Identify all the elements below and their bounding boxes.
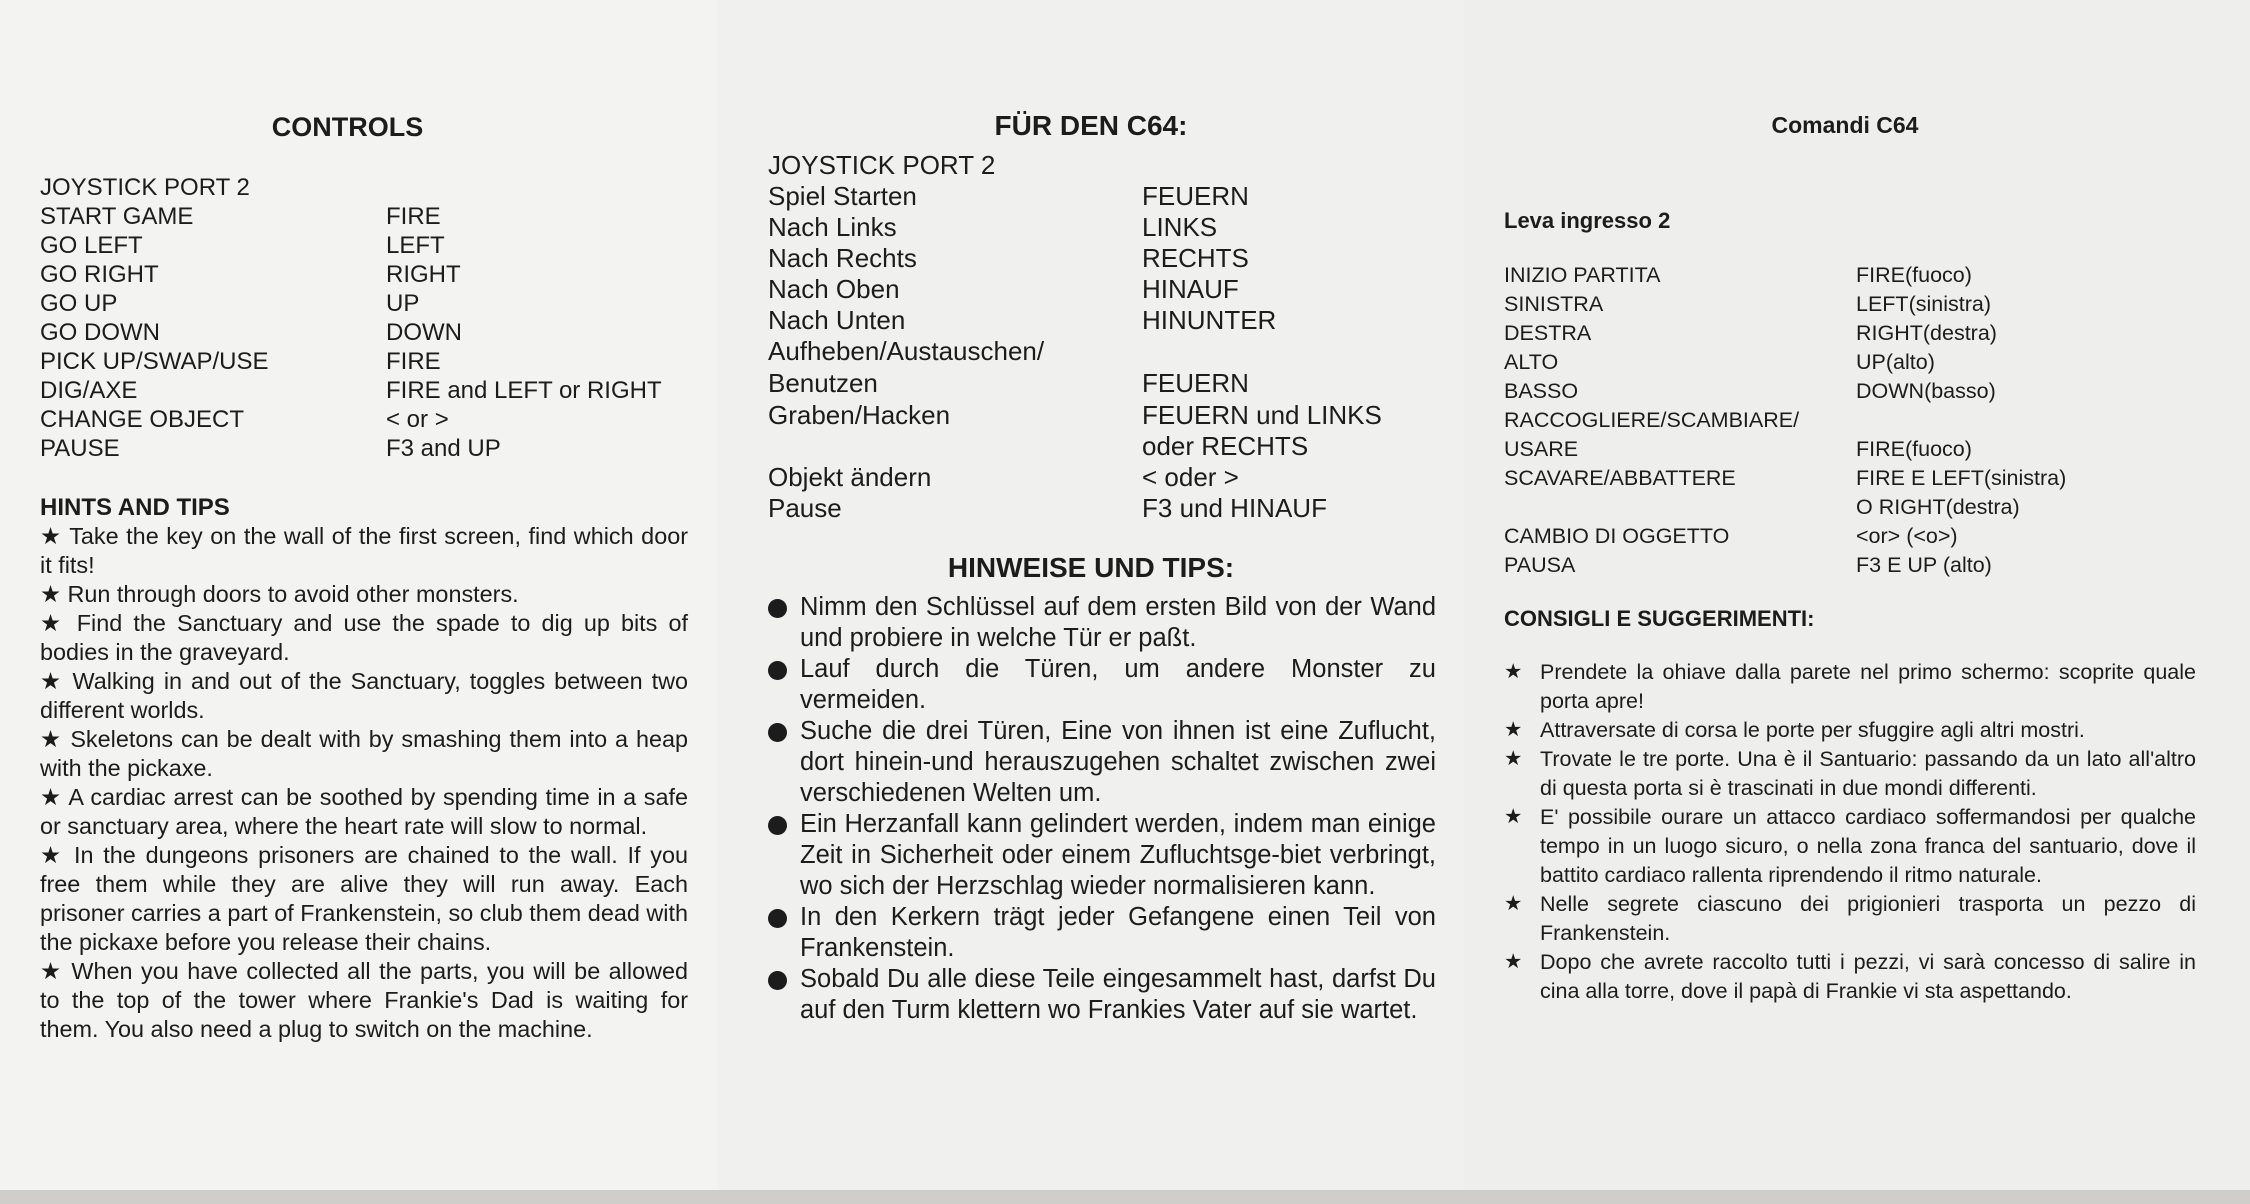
english-panel [0,0,718,1196]
star-icon: ★ [1504,951,1523,973]
italian-tips-list [1504,658,2196,1006]
tip-text: E' possibile ourare un attacco cardiaco soffermandosi per qualche tempo in un luogo sicuro, o nella zona franca del santuario, dove il battito cardiaco rallenta riprendendo il ritmo naturale. [1540,805,2196,887]
star-icon: ★ [1504,748,1523,770]
control-key: O RIGHT(destra) [1856,495,2020,519]
control-key: FIRE(fuoco) [1856,437,1972,461]
tip-item: In den Kerkern trägt jeder Gefangene einen Teil von Frankenstein. [768,902,1436,964]
control-action: JOYSTICK PORT 2 [768,150,996,180]
german-tips-list [768,592,1436,1026]
control-key: FIRE [386,203,441,230]
control-key: F3 und HINAUF [1142,493,1327,523]
control-key: LINKS [1142,212,1218,242]
controls-title: CONTROLS [271,112,424,142]
control-key: oder RECHTS [1142,431,1309,461]
hint-item: ★ Find the Sanctuary and use the spade to dig up bits of bodies in the graveyard. [40,610,688,665]
control-key: DOWN(basso) [1856,379,1996,403]
control-action: USARE [1504,437,1579,461]
control-action: PICK UP/SWAP/USE [40,348,269,375]
control-key: F3 and UP [386,435,501,462]
italian-tips-title: CONSIGLI E SUGGERIMENTI: [1504,606,1815,631]
tip-item [1504,745,2196,803]
tip-item [1504,658,2196,716]
tip-item: Nimm den Schlüssel auf dem ersten Bild von der Wand und probiere in welche Tür er paßt. [768,592,1436,654]
control-action: Nach Links [768,212,897,242]
star-icon: ★ [1504,661,1523,683]
control-key: LEFT [386,232,445,259]
control-key: HINUNTER [1142,305,1277,335]
control-key: FIRE [386,348,441,375]
star-icon: ★ [1504,719,1523,741]
german-controls-title: FÜR DEN C64: [994,110,1188,141]
tip-item: Suche die drei Türen, Eine von ihnen ist eine Zuflucht, dort hinein-und herauszugehen schaltet zwischen zwei verschiedenen Welten um. [768,716,1436,809]
control-action: Benutzen [768,368,878,398]
tip-text: Prendete la ohiave dalla parete nel primo schermo: scoprite quale porta apre! [1540,660,2196,713]
control-key: HINAUF [1142,274,1239,304]
german-panel [718,0,1464,1196]
control-action: Nach Oben [768,274,900,304]
tip-text: Dopo che avrete raccolto tutti i pezzi, vi sarà concesso di salire in cina alla torre, dove il papà di Frankie vi sta aspettando. [1540,950,2196,1003]
control-key: FEUERN [1142,181,1249,211]
control-key: < oder > [1142,462,1239,492]
control-action: Objekt ändern [768,462,932,492]
tip-text: Trovate le tre porte. Una è il Santuario: passando da un lato all'altro di questa porta si è trascinati in due mondi differenti. [1540,747,2196,800]
control-key: DOWN [386,319,462,346]
control-action: PAUSA [1504,553,1576,577]
control-key: RIGHT [386,261,461,288]
control-key: UP [386,290,420,317]
control-action: SINISTRA [1504,292,1604,316]
control-action: INIZIO PARTITA [1504,263,1661,287]
hint-item: ★ Walking in and out of the Sanctuary, toggles between two different worlds. [40,668,688,723]
control-action: START GAME [40,203,194,230]
control-action: Graben/Hacken [768,400,951,430]
control-action: Spiel Starten [768,181,917,211]
hint-item: ★ Take the key on the wall of the first screen, find which door it fits! [40,523,688,578]
hint-item: ★ A cardiac arrest can be soothed by spending time in a safe or sanctuary area, where the heart rate will slow to normal. [40,784,688,839]
control-key: FEUERN [1142,368,1249,398]
hints-list [40,522,688,1044]
italian-subtitle: Leva ingresso 2 [1504,208,1671,233]
tip-text: Nelle segrete ciascuno dei prigionieri trasporta un pezzo di Frankenstein. [1540,892,2196,945]
control-action: CHANGE OBJECT [40,406,245,433]
hint-item: ★ When you have collected all the parts, you will be allowed to the top of the tower where Frankie's Dad is waiting for them. You also need a plug to switch on the machine. [40,958,688,1042]
tip-item [1504,948,2196,1006]
control-key: UP(alto) [1856,350,1935,374]
tip-item [1504,716,2196,745]
tip-item: Sobald Du alle diese Teile eingesammelt hast, darfst Du auf den Turm klettern wo Frankies Vater auf sie wartet. [768,964,1436,1026]
control-key: LEFT(sinistra) [1856,292,1991,316]
hint-item: ★ In the dungeons prisoners are chained to the wall. If you free them while they are alive they will run away. Each prisoner carries a part of Frankenstein, so club them dead with the pickaxe before you release their chains. [40,842,688,955]
german-tips-title: HINWEISE UND TIPS: [947,552,1235,583]
control-action: ALTO [1504,350,1559,374]
control-key: FIRE(fuoco) [1856,263,1972,287]
control-action: DESTRA [1504,321,1592,345]
control-action: Nach Rechts [768,243,917,273]
control-key: RECHTS [1142,243,1249,273]
italian-controls-title: Comandi C64 [1771,112,1919,138]
tip-item: Ein Herzanfall kann gelindert werden, indem man einige Zeit in Sicherheit oder einem Zufluchtsge-biet verbringt, wo sich der Herzschlag wieder normalisieren kann. [768,809,1436,902]
control-key: RIGHT(destra) [1856,321,1997,345]
star-icon: ★ [1504,893,1523,915]
tip-item: Lauf durch die Türen, um andere Monster zu vermeiden. [768,654,1436,716]
control-key: FIRE and LEFT or RIGHT [386,377,662,404]
control-action: PAUSE [40,435,120,462]
page-bottom-edge [0,1190,2250,1204]
control-key: < or > [386,406,449,433]
control-action: Aufheben/Austauschen/ [768,336,1045,366]
star-icon: ★ [1504,806,1523,828]
control-action: GO DOWN [40,319,160,346]
control-action: BASSO [1504,379,1579,403]
hints-title: HINTS AND TIPS [40,494,230,521]
control-action: GO LEFT [40,232,143,259]
tip-text: Attraversate di corsa le porte per sfuggire agli altri mostri. [1540,718,2085,742]
control-key: FEUERN und LINKS [1142,400,1382,430]
hint-item: ★ Run through doors to avoid other monsters. [40,581,519,607]
control-key: FIRE E LEFT(sinistra) [1856,466,2067,490]
control-action: Pause [768,493,842,523]
control-action: JOYSTICK PORT 2 [40,174,250,201]
control-action: DIG/AXE [40,377,138,404]
control-action: GO RIGHT [40,261,159,288]
control-action: SCAVARE/ABBATTERE [1504,466,1736,490]
control-action: CAMBIO DI OGGETTO [1504,524,1730,548]
tip-item [1504,803,2196,890]
control-action: RACCOGLIERE/SCAMBIARE/ [1504,408,1800,432]
control-key: F3 E UP (alto) [1856,553,1992,577]
control-key: <or> (<o>) [1856,524,1958,548]
control-action: GO UP [40,290,118,317]
control-action: Nach Unten [768,305,906,335]
hint-item: ★ Skeletons can be dealt with by smashing them into a heap with the pickaxe. [40,726,688,781]
tip-item [1504,890,2196,948]
italian-panel [1464,0,2250,1196]
